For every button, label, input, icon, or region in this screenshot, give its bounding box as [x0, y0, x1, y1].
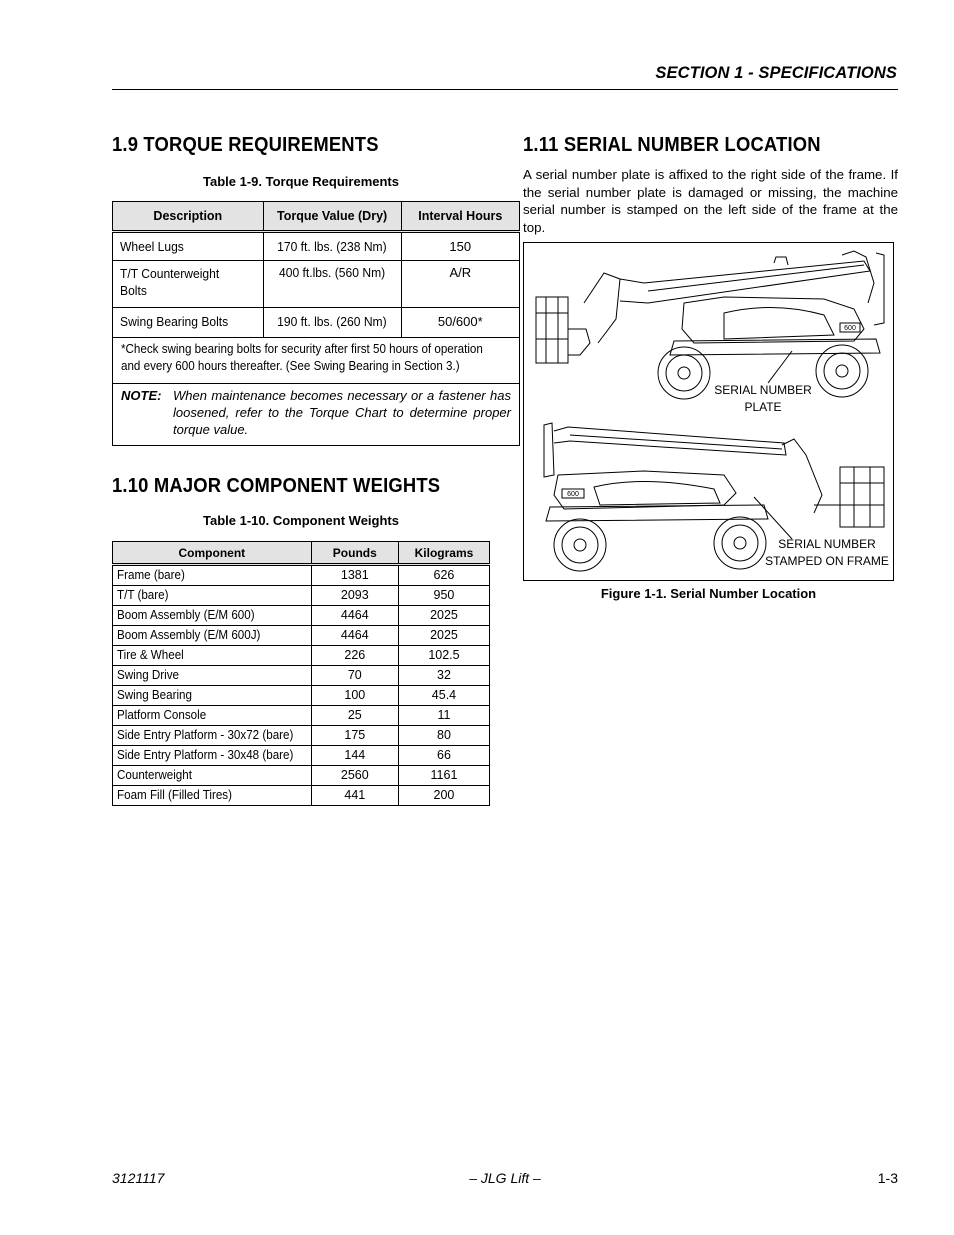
table-row [113, 766, 490, 786]
cell-kilograms: 2025 [398, 626, 489, 646]
cell-pounds: 100 [311, 686, 398, 706]
label-frame-line2: STAMPED ON FRAME [765, 554, 889, 568]
cell-kilograms: 102.5 [398, 646, 489, 666]
model-label-bottom: 600 [567, 491, 579, 498]
section-header: SECTION 1 - SPECIFICATIONS [655, 64, 897, 82]
weights-table-caption: Table 1-10. Component Weights [203, 513, 399, 528]
cell-torque: 400 ft.lbs. (560 Nm) [263, 261, 401, 308]
table-row [113, 232, 520, 261]
cell-description: T/T Counterweight Bolts [113, 261, 264, 308]
table-row [113, 626, 490, 646]
footer-page-number: 1-3 [877, 1170, 898, 1186]
cell-pounds: 25 [311, 706, 398, 726]
torque-table-header [113, 202, 520, 232]
cell-torque: 170 ft. lbs. (238 Nm) [263, 232, 401, 261]
weights-table [112, 541, 490, 806]
cell-kilograms: 45.4 [398, 686, 489, 706]
table-row-note [113, 384, 520, 446]
label-plate-line1: SERIAL NUMBER [714, 383, 812, 397]
cell-pounds: 70 [311, 666, 398, 686]
col-torque-value: Torque Value (Dry) [263, 202, 401, 232]
table-row [113, 646, 490, 666]
cell-pounds: 1381 [311, 565, 398, 586]
figure-caption: Figure 1-1. Serial Number Location [600, 586, 817, 601]
cell-kilograms: 32 [398, 666, 489, 686]
table-row [113, 308, 520, 338]
cell-pounds: 144 [311, 746, 398, 766]
cell-component: Boom Assembly (E/M 600J) [113, 626, 312, 646]
footer-doc-number: 3121117 [112, 1170, 165, 1186]
table-row [113, 666, 490, 686]
cell-pounds: 226 [311, 646, 398, 666]
cell-component: Swing Drive [113, 666, 312, 686]
cell-kilograms: 2025 [398, 606, 489, 626]
cell-component: Frame (bare) [113, 565, 312, 586]
torque-note [113, 384, 520, 446]
serial-number-figure [523, 242, 894, 581]
col-kilograms: Kilograms [398, 542, 489, 565]
table-row [113, 261, 520, 308]
cell-component: Side Entry Platform - 30x48 (bare) [113, 746, 312, 766]
boom-lift-illustration [524, 243, 893, 580]
cell-kilograms: 950 [398, 586, 489, 606]
cell-pounds: 2560 [311, 766, 398, 786]
footer-center: – JLG Lift – [469, 1170, 541, 1186]
cell-kilograms: 626 [398, 565, 489, 586]
cell-interval: 150 [401, 232, 519, 261]
table-row [113, 706, 490, 726]
note-text: When maintenance becomes necessary or a fastener has loosened, refer to the Torque Chart to determine proper torque value. [173, 388, 511, 437]
weights-table-header [113, 542, 490, 565]
table-row [113, 746, 490, 766]
label-plate-line2: PLATE [744, 400, 782, 414]
col-description: Description [113, 202, 264, 232]
col-pounds: Pounds [311, 542, 398, 565]
cell-kilograms: 11 [398, 706, 489, 726]
cell-pounds: 4464 [311, 606, 398, 626]
cell-description: Swing Bearing Bolts [113, 308, 264, 338]
table-row [113, 726, 490, 746]
cell-interval: 50/600* [401, 308, 519, 338]
header-rule [112, 89, 898, 90]
torque-table-caption: Table 1-9. Torque Requirements [202, 174, 399, 189]
cell-component: Counterweight [113, 766, 312, 786]
top-machine-drawing [536, 251, 884, 399]
cell-component: Platform Console [113, 706, 312, 726]
cell-component: Tire & Wheel [113, 646, 312, 666]
table-row [113, 686, 490, 706]
cell-torque: 190 ft. lbs. (260 Nm) [263, 308, 401, 338]
cell-kilograms: 200 [398, 786, 489, 806]
cell-interval: A/R [401, 261, 519, 308]
note-label: NOTE: [121, 388, 162, 403]
cell-kilograms: 1161 [398, 766, 489, 786]
cell-kilograms: 80 [398, 726, 489, 746]
serial-paragraph: A serial number plate is affixed to the right side of the frame. If the serial number plate is damaged or missing, the machine serial number is stamped on the left side of the frame at the top. [523, 167, 898, 235]
col-component: Component [113, 542, 312, 565]
cell-pounds: 2093 [311, 586, 398, 606]
torque-table [112, 201, 520, 446]
cell-component: Foam Fill (Filled Tires) [113, 786, 312, 806]
table-row-footnote [113, 338, 520, 384]
cell-description: Wheel Lugs [113, 232, 264, 261]
cell-component: Boom Assembly (E/M 600) [113, 606, 312, 626]
cell-kilograms: 66 [398, 746, 489, 766]
cell-pounds: 175 [311, 726, 398, 746]
table-row [113, 786, 490, 806]
table-row [113, 565, 490, 586]
table-row [113, 586, 490, 606]
cell-pounds: 441 [311, 786, 398, 806]
col-interval-hours: Interval Hours [401, 202, 519, 232]
label-frame-line1: SERIAL NUMBER [778, 537, 876, 551]
cell-component: Swing Bearing [113, 686, 312, 706]
torque-footnote: *Check swing bearing bolts for security after first 50 hours of operation and every 600 hours thereafter. (See Swing Bearing in Section 3.) [113, 338, 520, 384]
torque-heading: 1.9 TORQUE REQUIREMENTS [112, 134, 379, 156]
model-label-top: 600 [844, 325, 856, 332]
serial-heading: 1.11 SERIAL NUMBER LOCATION [523, 134, 821, 156]
weights-heading: 1.10 MAJOR COMPONENT WEIGHTS [112, 475, 441, 497]
cell-component: T/T (bare) [113, 586, 312, 606]
cell-component: Side Entry Platform - 30x72 (bare) [113, 726, 312, 746]
cell-pounds: 4464 [311, 626, 398, 646]
table-row [113, 606, 490, 626]
